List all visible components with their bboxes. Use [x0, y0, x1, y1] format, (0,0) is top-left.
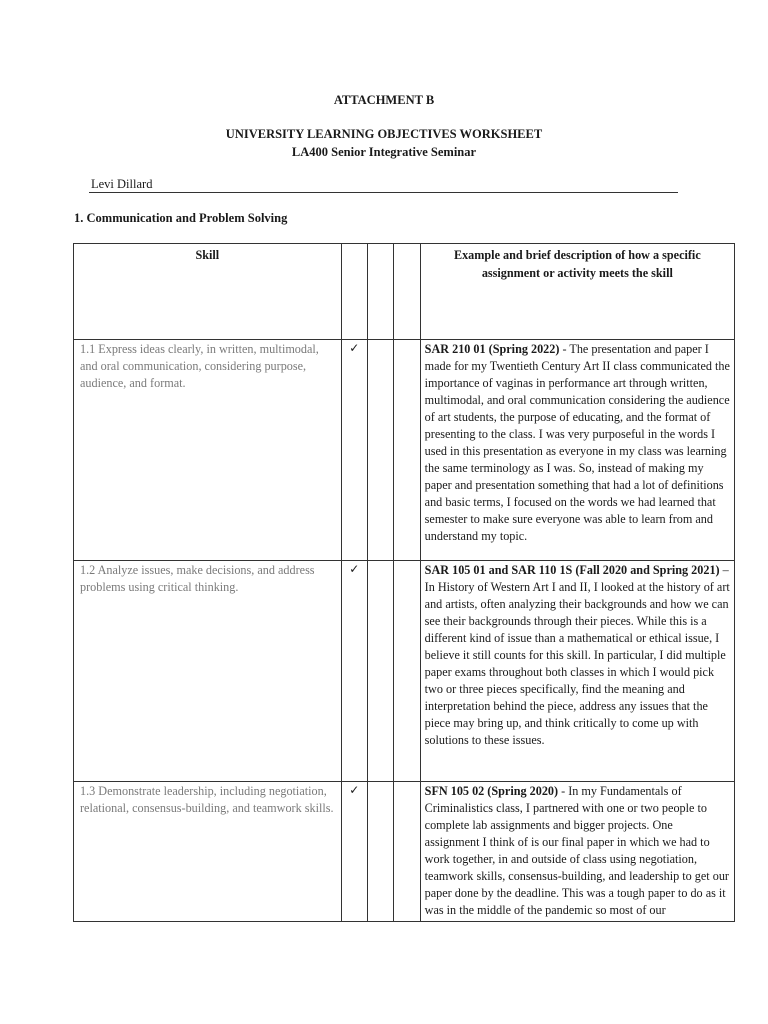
skill-cell: 1.3 Demonstrate leadership, including negotiation, relational, consensus-building, and teamwork skills. — [74, 782, 342, 922]
empty-cell — [394, 782, 420, 922]
attachment-heading: ATTACHMENT B — [333, 93, 435, 107]
empty-cell — [367, 561, 393, 782]
objectives-table — [73, 243, 735, 922]
empty-cell — [394, 340, 420, 561]
course-reference: SAR 105 01 and SAR 110 1S (Fall 2020 and Spring 2021) — [424, 563, 720, 577]
description-text: – In History of Western Art I and II, I looked at the history of art and artists, often analyzing their backgrounds and how we can see their backgrounds through their pieces. While this is a different kind of issue than a mathematical or ethical issue, I believe it still counts for this skill. In particular, I did multiple paper exams throughout both classes in which I would pick two or three pieces specifically, find the meaning and interpretation behind the piece, address any issues that the piece may bring up, and think critically to come up with solutions to these issues. — [424, 563, 730, 747]
skill-cell: 1.1 Express ideas clearly, in written, multimodal, and oral communication, considering purpose, audience, and format. — [74, 340, 342, 561]
checkmark-icon: ✓ — [341, 782, 367, 922]
checkmark-icon: ✓ — [341, 340, 367, 561]
description-text: - The presentation and paper I made for my Twentieth Century Art II class communicated the importance of vaginas in performance art through written, multimodal, and oral communication considering the audience of art students, the purpose of educating, and the format of presenting to the class. I was very purposeful in the words I used in this presentation as everyone in my class was learning the same terminology as I was. So, instead of making my paper and presentation something that had a lot of definitions and basic terms, I focused on the words we had learned that semester to make sure everyone was able to learn from and understand my topic. — [424, 342, 730, 543]
course-reference: SFN 105 02 (Spring 2020) — [424, 784, 559, 798]
table-row — [74, 340, 735, 561]
empty-column-header — [367, 244, 393, 340]
check-column-header — [341, 244, 367, 340]
table-header-row — [74, 244, 735, 340]
student-name: Levi Dillard — [91, 177, 153, 191]
empty-cell — [367, 782, 393, 922]
worksheet-title: UNIVERSITY LEARNING OBJECTIVES WORKSHEET — [225, 127, 543, 141]
student-name-line — [89, 177, 678, 193]
table-row — [74, 561, 735, 782]
description-column-header: Example and brief description of how a specific assignment or activity meets the skill — [420, 244, 734, 340]
description-cell — [420, 782, 734, 922]
skill-column-header: Skill — [74, 244, 342, 340]
section-title: 1. Communication and Problem Solving — [74, 211, 288, 225]
empty-column-header — [394, 244, 420, 340]
table-row — [74, 782, 735, 922]
checkmark-icon: ✓ — [341, 561, 367, 782]
empty-cell — [367, 340, 393, 561]
course-reference: SAR 210 01 (Spring 2022) — [424, 342, 560, 356]
description-cell — [420, 340, 734, 561]
description-text: - In my Fundamentals of Criminalistics class, I partnered with one or two people to complete lab assignments and bigger projects. One assignment I think of is our final paper in which we had to work together, in and outside of class using negotiation, teamwork skills, consensus-building, and leadership to get our paper done by the deadline. This was a tough paper to do as it was in the middle of the pandemic so most of our — [424, 784, 729, 917]
course-subtitle: LA400 Senior Integrative Seminar — [291, 145, 477, 159]
description-cell — [420, 561, 734, 782]
skill-cell: 1.2 Analyze issues, make decisions, and address problems using critical thinking. — [74, 561, 342, 782]
empty-cell — [394, 561, 420, 782]
